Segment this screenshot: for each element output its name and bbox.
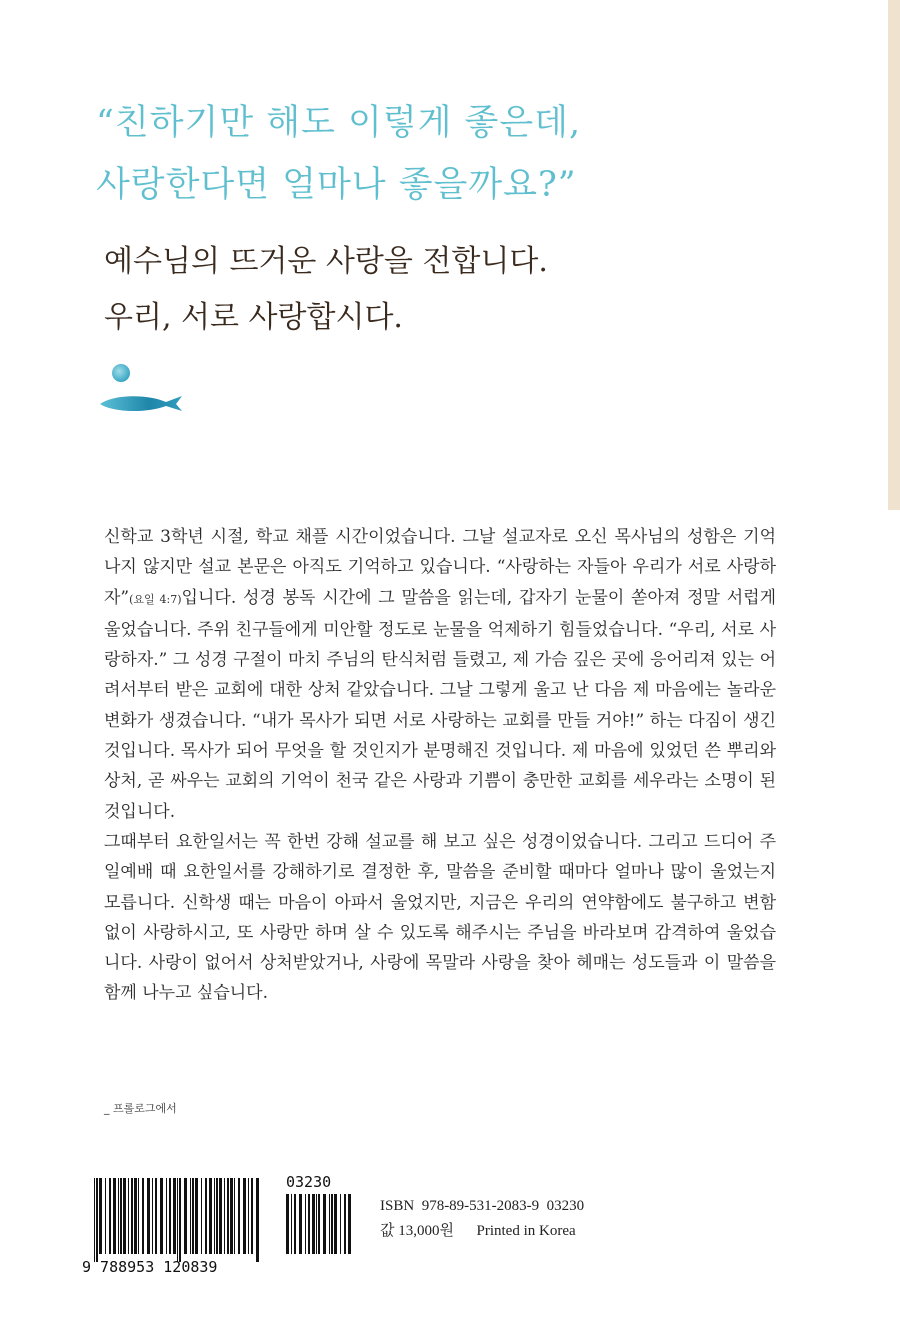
pull-quote-line-1: “친하기만 해도 이렇게 좋은데, [96,103,582,143]
price-label: 값 [380,1223,395,1239]
barcode-bar [248,1178,249,1254]
barcode-bar [142,1178,144,1254]
prologue-paragraph-2: 그때부터 요한일서는 꼭 한번 강해 설교를 해 보고 싶은 성경이었습니다. 그리고 드디어 주일예배 때 요한일서를 강해하기로 결정한 후, 말씀을 준비할 때마다 얼마나 많이 울었는지 모릅니다. 신학생 때는 마음이 아파서 울었지만, 지금은 우리의 연약함에도 불구하고 변함없이 사랑하시고, 또 사랑만 하며 살 수 있도록 해주시는 주님을 바라보며 감격하여 울었습니다. 사랑이 없어서 상처받았거나, 사랑에 목말라 사랑을 찾아 헤매는 성도들과 이 말씀을 함께 나누고 싶습니다. [104,831,776,1004]
barcode-bar [323,1194,326,1254]
barcode-bar [344,1194,346,1254]
barcode-bar [340,1194,341,1254]
subtitle [104,234,804,346]
barcode-bar [147,1178,150,1254]
barcode-bar [348,1194,351,1254]
paragraph-1-part-b: 입니다. 성경 봉독 시간에 그 말씀을 읽는데, 갑자기 눈물이 쏟아져 정말 서럽게 울었습니다. 주위 친구들에게 미안할 정도로 눈물을 억제하기 힘들었습니다. “우리, 서로 사랑하자.” 그 성경 구절이 마치 주님의 탄식처럼 들렸고, 제 가슴 깊은 곳에 응어리져 있는 어려서부터 받은 교회에 대한 상처 같았습니다. 그날 그렇게 울고 난 다음 제 마음에는 놀라운 변화가 생겼습니다. “내가 목사가 되면 서로 사랑하는 교회를 만들 거야!” 하는 다짐이 생긴 것입니다. 목사가 되어 무엇을 할 것인지가 분명해진 것입니다. 제 마음에 있었던 쓴 뿌리와 상처, 곧 싸우는 교회의 기억이 천국 같은 사랑과 기쁨이 충만한 교회를 세우라는 소명이 된 것입니다. [104,587,776,822]
barcode-bar [299,1194,302,1254]
barcode [80,1174,360,1274]
barcode-bar [209,1178,212,1254]
barcode-bar [138,1178,139,1254]
barcode-bar [184,1178,187,1254]
barcode-bar [173,1178,176,1254]
barcode-bar [118,1178,119,1254]
barcode-bar [294,1194,296,1254]
barcode-bar [166,1178,167,1254]
price-value: 13,000원 [398,1223,454,1239]
isbn-number: 978-89-531-2083-9 [421,1198,540,1214]
barcode-bar [96,1178,98,1262]
barcode-bar [177,1178,178,1262]
barcode-bar [305,1194,306,1254]
barcode-bar [160,1178,163,1254]
barcode-bar [123,1178,126,1254]
barcode-bar [251,1178,253,1254]
barcode-bar [105,1178,106,1254]
barcode-bar [256,1178,259,1262]
barcode-bar [243,1178,246,1254]
pull-quote [96,92,796,216]
barcode-bar [227,1178,229,1254]
barcode-bar [201,1178,202,1254]
spine-strip [888,0,900,510]
barcode-bar [318,1194,320,1254]
barcode-bar [329,1194,330,1254]
barcode-bar [316,1194,317,1254]
barcode-bar [155,1178,157,1254]
barcode-bar [131,1178,133,1254]
excerpt-source: _ 프롤로그에서 [104,1102,177,1115]
barcode-bar [286,1194,289,1254]
barcode-bar [99,1178,102,1254]
barcode-bar [179,1178,181,1262]
barcode-bar [234,1178,235,1254]
prologue-excerpt [104,522,776,1009]
barcode-bar [214,1178,215,1254]
barcode-bar [128,1178,129,1254]
printed-in: Printed in Korea [476,1223,576,1239]
barcode-bar [169,1178,171,1254]
barcode-bar [308,1194,310,1254]
barcode-addon-digits: 03230 [286,1174,332,1191]
pull-quote-line-2: 사랑한다면 얼마나 좋을까요?” [96,165,577,205]
subtitle-line-1: 예수님의 뜨거운 사랑을 전합니다. [104,244,548,279]
barcode-bar [192,1178,194,1254]
barcode-bar [291,1194,292,1254]
fish-illustration [96,360,188,416]
barcode-bar [334,1194,337,1254]
isbn-label: ISBN [380,1198,415,1214]
barcode-bar [152,1178,153,1254]
barcode-bar [238,1178,240,1254]
fish-icon [100,396,182,411]
isbn-line [380,1194,584,1219]
barcode-bar [312,1194,315,1254]
prologue-paragraph-1 [104,522,776,827]
isbn-info [380,1194,584,1244]
barcode-bar [120,1178,122,1254]
barcode-bar [216,1178,218,1254]
scripture-reference: (요일 4:7) [129,592,182,606]
barcode-bar [109,1178,111,1254]
barcode-bar [224,1178,225,1254]
barcode-bar [134,1178,137,1254]
barcode-bar [230,1178,233,1254]
barcode-bar [113,1178,116,1254]
barcode-bar [195,1178,198,1254]
barcode-bar [94,1178,95,1262]
paragraph-1-part-a: 신학교 3학년 시절, 학교 채플 시간이었습니다. 그날 설교자로 오신 목사님의 성함은 기억나지 않지만 설교 본문은 아직도 기억하고 있습니다. “사랑하는 자들아 우리가 서로 사랑하자” [104,527,776,608]
subtitle-line-2: 우리, 서로 사랑합시다. [104,300,403,335]
bubble-icon [112,364,130,382]
isbn-addon: 03230 [546,1198,585,1214]
barcode-bar [190,1178,191,1254]
barcode-bar [219,1178,222,1254]
main-barcode-bars [94,1178,259,1262]
addon-barcode-bars [286,1194,351,1254]
barcode-main-digits: 9 788953 120839 [82,1258,218,1274]
price-line [380,1219,584,1244]
barcode-bar [205,1178,207,1254]
barcode-bar [331,1194,333,1254]
